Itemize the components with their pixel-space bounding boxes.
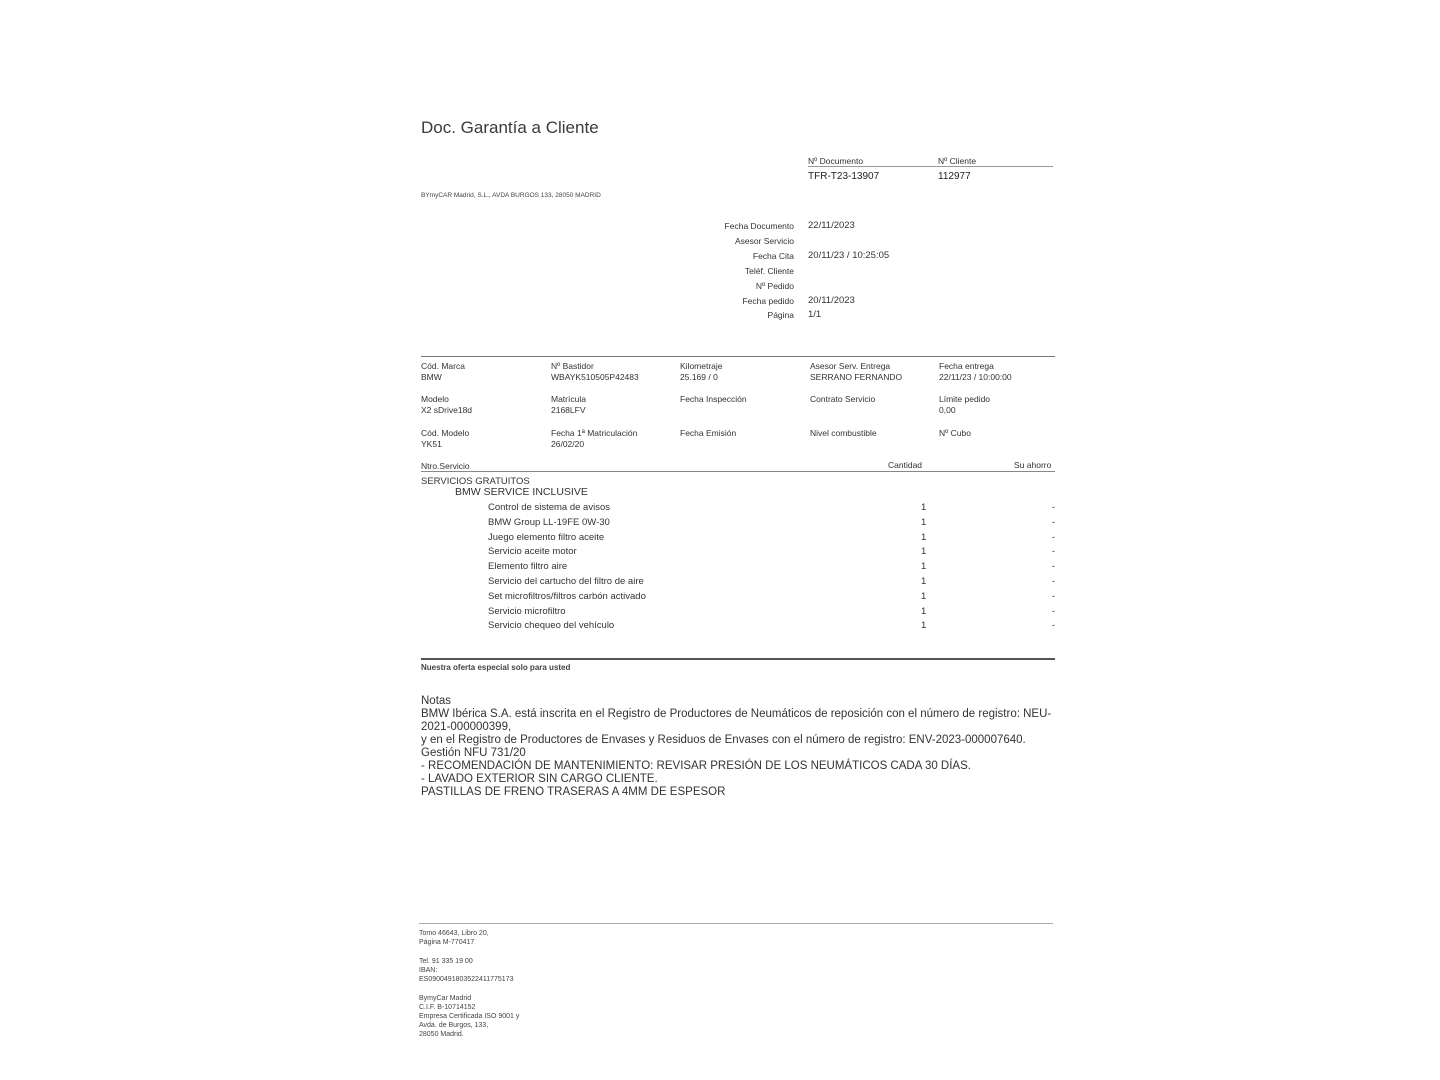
offer-divider (421, 658, 1055, 660)
footer-line: C.I.F. B-10714152 (419, 1004, 476, 1011)
notes-line: PASTILLAS DE FRENO TRASERAS A 4MM DE ESPESOR (421, 786, 726, 798)
company-address: BYmyCAR Madrid, S.L., AVDA BURGOS 133, 28050 MADRID (421, 192, 601, 199)
client-number-value: 112977 (938, 171, 971, 182)
col-qty-header: Cantidad (888, 460, 923, 470)
vehicle-field (939, 361, 1064, 383)
footer-line: Tel. 91 335 19 00 (419, 958, 473, 965)
vehicle-field-value: YK51 (421, 439, 442, 449)
vehicle-field-value: 2168LFV (551, 405, 586, 415)
meta-row (640, 266, 1060, 281)
service-quantity: 1 (921, 502, 927, 513)
vehicle-field-value: 22/11/23 / 10:00:00 (939, 372, 1012, 382)
meta-label: Fecha pedido (742, 295, 794, 306)
service-row (421, 591, 1055, 606)
footer-line: Empresa Certificada ISO 9001 y (419, 1013, 520, 1020)
meta-row (640, 281, 1060, 296)
vehicle-field-label: Kilometraje (680, 361, 723, 371)
service-name: Servicio aceite motor (488, 546, 577, 558)
service-saving: - (1051, 502, 1055, 513)
service-row (421, 561, 1055, 576)
vehicle-field-label: Límite pedido (939, 394, 991, 404)
footer-divider (419, 923, 1053, 924)
service-quantity: 1 (921, 546, 927, 558)
service-name: Juego elemento filtro aceite (488, 531, 605, 543)
services-header-divider (421, 471, 1055, 472)
service-quantity: 1 (921, 576, 927, 587)
vehicle-field-label: Contrato Servicio (810, 394, 876, 404)
meta-row (640, 251, 1060, 266)
vehicle-field (421, 394, 546, 416)
service-saving: - (1051, 590, 1055, 602)
footer-company (419, 994, 519, 1039)
vehicle-field-label: Fecha Inspección (680, 394, 747, 404)
vehicle-field-label: Fecha Emisión (680, 428, 737, 438)
footer-bank (419, 957, 513, 984)
service-row (421, 620, 1055, 635)
vehicle-field (810, 428, 935, 439)
vehicle-divider (421, 356, 1055, 357)
service-name: Control de sistema de avisos (488, 502, 610, 513)
footer-line: BymyCar Madrid (419, 995, 472, 1002)
footer-line: Avda. de Burgos, 133, (419, 1022, 489, 1029)
footer-line: Página M-770417 (419, 939, 475, 946)
client-number-label: Nº Cliente (938, 156, 977, 166)
service-row (421, 517, 1055, 532)
service-row (421, 606, 1055, 621)
service-saving: - (1051, 531, 1055, 543)
doc-number-value: TFR-T23-13907 (808, 171, 880, 182)
meta-row (640, 296, 1060, 311)
vehicle-field-label: Nº Bastidor (551, 361, 594, 371)
notes-line: - LAVADO EXTERIOR SIN CARGO CLIENTE. (421, 773, 658, 785)
footer-line: 28050 Madrid. (419, 1031, 464, 1038)
service-quantity: 1 (921, 590, 927, 602)
service-quantity: 1 (921, 516, 927, 528)
vehicle-field-label: Cód. Marca (421, 361, 465, 371)
footer-registry (419, 929, 489, 947)
services-subgroup-title: BMW SERVICE INCLUSIVE (455, 486, 588, 498)
service-quantity: 1 (921, 561, 927, 573)
vehicle-field (551, 428, 676, 450)
service-name: Servicio chequeo del vehículo (488, 620, 615, 632)
service-saving: - (1051, 576, 1055, 587)
meta-label: Teléf. Cliente (744, 265, 794, 276)
vehicle-field (421, 361, 546, 383)
service-saving: - (1051, 516, 1055, 528)
service-quantity: 1 (921, 531, 927, 543)
vehicle-field-value: 25.169 / 0 (680, 372, 718, 382)
notes-line: - RECOMENDACIÓN DE MANTENIMIENTO: REVISAR PRESIÓN DE LOS NEUMÁTICOS CADA 30 DÍAS. (421, 760, 971, 772)
vehicle-field (551, 361, 676, 383)
header-ids-divider (808, 166, 1053, 167)
meta-value: 20/11/23 / 10:25:05 (808, 249, 890, 261)
meta-row (640, 236, 1060, 251)
vehicle-field-value: SERRANO FERNANDO (810, 372, 903, 382)
meta-label: Asesor Servicio (734, 235, 794, 246)
footer-line: ES0900491803522411775173 (419, 976, 514, 983)
vehicle-field (680, 394, 805, 405)
service-name: Set microfiltros/filtros carbón activado (488, 590, 646, 602)
vehicle-field-label: Fecha 1ª Matriculación (551, 428, 638, 438)
meta-label: Nº Pedido (755, 280, 794, 291)
vehicle-field-label: Matrícula (551, 394, 586, 404)
vehicle-field-label: Asesor Serv. Entrega (810, 361, 891, 371)
vehicle-field (810, 394, 935, 405)
vehicle-field-value: WBAYK510505P42483 (551, 372, 639, 382)
vehicle-field-label: Modelo (421, 394, 449, 404)
meta-value: 1/1 (808, 309, 822, 321)
footer-line: Tomo 46643, Libro 20, (419, 930, 489, 937)
col-service-header: Ntro.Servicio (421, 461, 470, 471)
notes-body (421, 708, 1061, 799)
service-quantity: 1 (921, 605, 927, 617)
vehicle-field-value: X2 sDrive18d (421, 405, 473, 415)
service-name: Servicio del cartucho del filtro de aire (488, 576, 644, 587)
meta-label: Fecha Documento (724, 221, 794, 231)
vehicle-field (680, 428, 805, 439)
vehicle-field-value: BMW (421, 372, 442, 382)
vehicle-field-value: 0,00 (939, 405, 956, 415)
meta-value: 20/11/2023 (808, 294, 855, 306)
service-row (421, 502, 1055, 517)
service-quantity: 1 (921, 620, 927, 632)
meta-label: Página (767, 310, 794, 321)
meta-label: Fecha Cita (752, 250, 794, 261)
meta-row (640, 310, 1060, 325)
service-saving: - (1051, 605, 1055, 617)
vehicle-field (421, 428, 546, 450)
notes-line: y en el Registro de Productores de Envases y Residuos de Envases con el número de registro: ENV-2023-000007640. (421, 734, 1026, 746)
meta-row (640, 221, 1060, 236)
services-group-title: SERVICIOS GRATUITOS (421, 476, 530, 487)
service-name: Servicio microfiltro (488, 605, 566, 617)
service-row (421, 546, 1055, 561)
service-row (421, 576, 1055, 591)
notes-heading: Notas (421, 695, 452, 707)
vehicle-field-label: Nivel combustible (810, 428, 877, 438)
vehicle-field-label: Cód. Modelo (421, 428, 470, 438)
document-title: Doc. Garantía a Cliente (421, 118, 599, 137)
vehicle-field-value: 26/02/20 (551, 439, 585, 449)
footer-line: IBAN: (419, 967, 438, 974)
col-saving-header: Su ahorro (1014, 460, 1052, 470)
service-saving: - (1051, 546, 1055, 558)
doc-number-label: Nº Documento (808, 156, 864, 166)
vehicle-field (939, 428, 1064, 439)
vehicle-field (680, 361, 805, 383)
vehicle-field-label: Nº Cubo (939, 428, 971, 438)
service-name: BMW Group LL-19FE 0W-30 (488, 516, 610, 528)
vehicle-field (810, 361, 935, 383)
service-saving: - (1051, 561, 1055, 573)
service-name: Elemento filtro aire (488, 561, 568, 573)
vehicle-field-label: Fecha entrega (939, 361, 994, 371)
vehicle-field (939, 394, 1064, 416)
special-offer-label: Nuestra oferta especial solo para usted (421, 663, 571, 672)
service-saving: - (1051, 620, 1055, 632)
notes-line: Gestión NFU 731/20 (421, 747, 526, 759)
notes-line: BMW Ibérica S.A. está inscrita en el Registro de Productores de Neumáticos de reposición con el número de registro: NEU-2021-000000399, (421, 708, 1052, 733)
vehicle-field (551, 394, 676, 416)
meta-value: 22/11/2023 (808, 220, 855, 231)
service-row (421, 532, 1055, 547)
